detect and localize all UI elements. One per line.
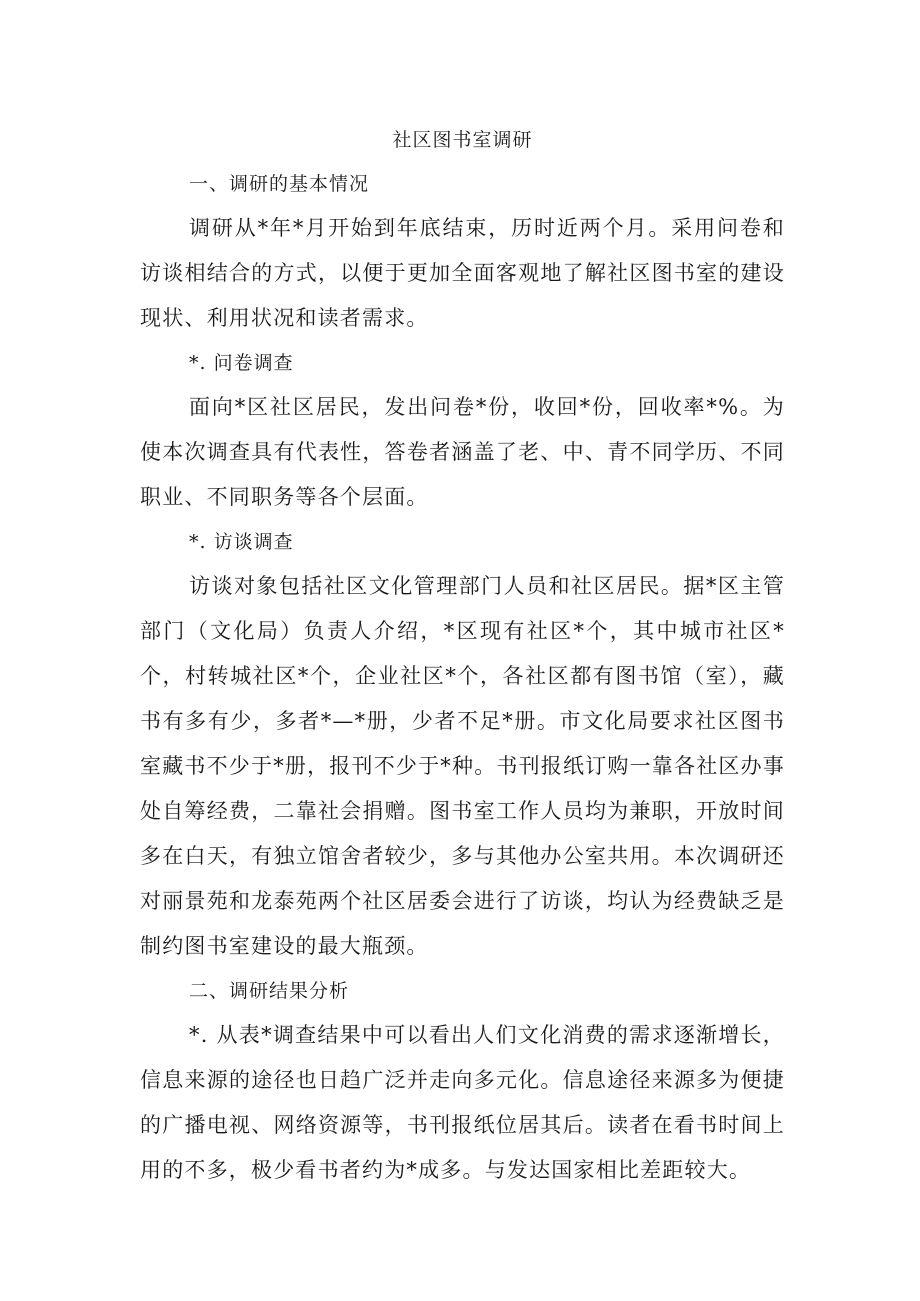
document-page: [140, 118, 785, 1193]
paragraph-survey-method: 调研从*年*月开始到年底结束，历时近两个月。采用问卷和访谈相结合的方式，以便于更加全面客观地了解社区图书室的建设现状、利用状况和读者需求。: [140, 216, 785, 330]
section-heading-basic-situation: 一、调研的基本情况: [189, 173, 370, 195]
document-title: 社区图书室调研: [392, 129, 533, 151]
paragraph-questionnaire: 面向*区社区居民，发出问卷*份，收回*份，回收率*%。为使本次调查具有代表性，答卷者涵盖了老、中、青不同学历、不同职业、不同职务等各个层面。: [140, 395, 785, 509]
subheading-interview: *. 访谈调查: [189, 531, 294, 553]
paragraph-result-analysis: *. 从表*调查结果中可以看出人们文化消费的需求逐渐增长，信息来源的途径也日趋广泛并走向多元化。信息途径来源多为便捷的广播电视、网络资源等，书刊报纸位居其后。读者在看书时间上用的不多，极少看书者约为*成多。与发达国家相比差距较大。: [140, 1023, 785, 1182]
paragraph-interview: 访谈对象包括社区文化管理部门人员和社区居民。据*区主管部门（文化局）负责人介绍，*区现有社区*个，其中城市社区*个，村转城社区*个，企业社区*个，各社区都有图书馆（室），藏书有多有少，多者*—*册，少者不足*册。市文化局要求社区图书室藏书不少于*册，报刊不少于*种。书刊报纸订购一靠各社区办事处自筹经费，二靠社会捐赠。图书室工作人员均为兼职，开放时间多在白天，有独立馆舍者较少，多与其他办公室共用。本次调研还对丽景苑和龙泰苑两个社区居委会进行了访谈，均认为经费缺乏是制约图书室建设的最大瓶颈。: [140, 574, 785, 958]
subheading-questionnaire: *. 问卷调查: [189, 352, 294, 374]
section-heading-result-analysis: 二、调研结果分析: [189, 980, 350, 1002]
